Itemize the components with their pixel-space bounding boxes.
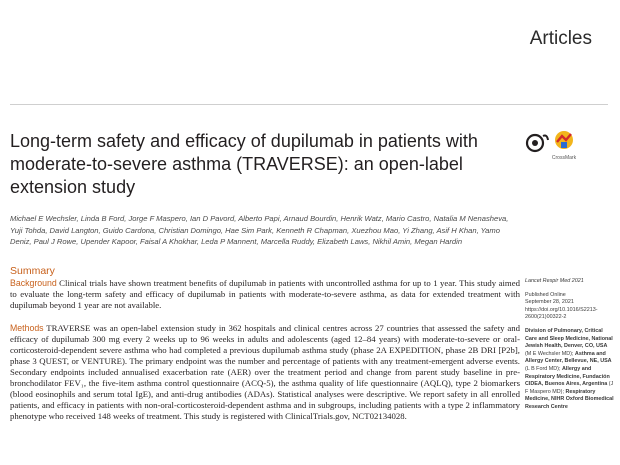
crossmark-icon[interactable] bbox=[552, 131, 577, 161]
affiliation-name: Division of Pulmonary, Critical Care and Sleep Medicine, National Jewish Health, Denver, CO, USA bbox=[525, 327, 613, 350]
article-logos bbox=[524, 126, 594, 162]
affiliation-name: Asthma and Allergy Center, Bellevue, NE, USA bbox=[525, 350, 612, 365]
article-title: Long-term safety and efficacy of dupilumab in patients with moderate-to-severe asthma (TRAVERSE): an open-label extension study bbox=[10, 131, 478, 197]
affiliation-detail: (J F Maspero MD); bbox=[525, 381, 614, 395]
section-label: Articles bbox=[529, 28, 592, 49]
oa-logo-icon[interactable] bbox=[527, 135, 548, 151]
summary-heading: Summary bbox=[10, 265, 55, 277]
header-divider bbox=[10, 104, 608, 105]
affiliation-name: Allergy and Respiratory Medicine, Fundación CIDEA, Buenos Aires, Argentina bbox=[525, 365, 610, 388]
author-list: Michael E Wechsler, Linda B Ford, Jorge F Maspero, Ian D Pavord, Alberto Papi, Arnaud Bourdin, Henrik Watz, Mario Castro, Natalia M Nenasheva, Yuji Tohda, David Langton, Guido Cardona, Christian Domingo, Hae Sim Park, Kenneth R Chapman, Xuezhou Mao, Yi Zhang, Asif H Khan, Yamo Deniz, Paul J Rowe, Upender Kapoor, Faisal A Khokhar, Leda P Mannent, Marcella Ruddy, Elizabeth Laws, Nikhil Amin, Megan Hardin bbox=[10, 214, 509, 246]
methods-label: Methods bbox=[10, 323, 44, 333]
journal-citation: Lancet Respir Med 2021 bbox=[525, 278, 584, 284]
methods-paragraph bbox=[10, 323, 520, 422]
background-text: Clinical trials have shown treatment benefits of dupilumab in patients with uncontrolled asthma for up to 1 year. This study aimed to evaluate the long-term safety and efficacy of dupilumab in patients with moderate-to-severe asthma, as data for extended treatment with dupilumab beyond 1 year are not available. bbox=[10, 278, 520, 310]
background-label: Background bbox=[10, 278, 57, 288]
affiliation-detail: (M E Wechsler MD); bbox=[525, 350, 574, 357]
crossmark-label: CrossMark bbox=[551, 155, 577, 161]
doi-link[interactable]: https://doi.org/10.1016/S2213-2600(21)00322-2 bbox=[525, 306, 598, 321]
affiliation-detail: (L B Ford MD); bbox=[525, 365, 561, 372]
published-label: Published Online bbox=[525, 291, 566, 298]
methods-text: TRAVERSE was an open-label extension study in 362 hospitals and clinical centres across 27 countries that assessed the safety and efficacy of dupilumab 300 mg every 2 weeks up to 96 weeks in adults and adolescents (aged 12–84 years) with moderate-to-severe or oral-corticosteroid-dependent severe asthma who had completed a previous dupilumab asthma study (phase 2A EXPEDITION, phase 2B DRI [P2b], phase 3 QUEST, or VENTURE). The primary endpoint was the number and percentage of patients with any treatment-emergent adverse events. Secondary endpoints included annualised exacerbation rate (AER) over the treatment period and change from parent study baseline in pre-bronchodilator FEV₁, the five-item asthma control questionnaire (ACQ-5), the asthma quality of life questionnaire (AQLQ), type 2 biomarkers (blood eosinophils and serum total IgE), and anti-drug antibodies (ADAs). Statistical analyses were descriptive. We report safety in all enrolled patients, and efficacy in patients with non-oral-corticosteroid-dependent asthma and in subgroups, including patients with a type 2 inflammatory phenotype who received 148 weeks of treatment. This study is registered with ClinicalTrials.gov, NCT02134028. bbox=[10, 323, 520, 421]
background-paragraph bbox=[10, 278, 520, 311]
article-sidebar bbox=[525, 278, 615, 418]
affiliation-name: Respiratory Medicine, NIHR Oxford Biomedical Research Centre bbox=[525, 388, 614, 410]
published-date: September 28, 2021 bbox=[525, 299, 574, 306]
